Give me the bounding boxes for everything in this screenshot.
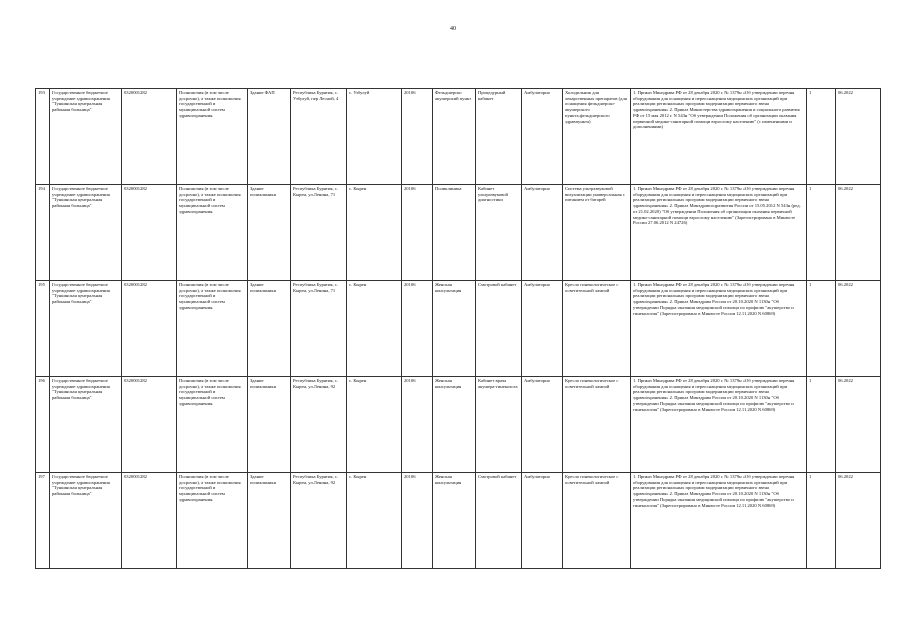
- cell-building-name: Здание ФАП: [248, 89, 291, 185]
- cell-care-type: Амбулаторно: [522, 281, 563, 377]
- cell-delivery-date: 06.2022: [836, 377, 881, 473]
- cell-equipment-name: Система ультразвуковой визуализации универсальная с питанием от батарей: [563, 185, 631, 281]
- cell-legal-basis: 1. Приказ Минздрава РФ от 28 декабря 2020 г. № 1379н «Об утверждении перечня оборудования для оснащения и переоснащения медицинских организаций при реализации региональных программ модернизации первичного звена здравоохранения» 2. Приказ Минздрава России от 20.10.2020 N 1130н "Об утверждении Порядка оказания медицинской помощи по профилю "акушерство и гинекология" (Зарегистрировано в Минюсте России 12.11.2020 N 60869): [631, 377, 807, 473]
- cell-quantity: 1: [807, 185, 836, 281]
- page-number: 40: [450, 26, 456, 32]
- cell-legal-basis: 1. Приказ Минздрава РФ от 28 декабря 2020 г. № 1379н «Об утверждении перечня оборудования для оснащения и переоснащения медицинских организаций при реализации региональных программ модернизации первичного звена здравоохранения» 2. Приказ Минздрава России от 20.10.2020 N 1130н "Об утверждении Порядка оказания медицинской помощи по профилю "акушерство и гинекология" (Зарегистрировано в Минюсте России 12.11.2020 N 60869): [631, 281, 807, 377]
- cell-organization-name: Государственное бюджетное учреждение здравоохранения "Тункинская центральная районная больница": [50, 89, 122, 185]
- cell-organization-name: Государственное бюджетное учреждение здравоохранения "Тункинская центральная районная больница": [50, 377, 122, 473]
- cell-organization-name: Государственное бюджетное учреждение здравоохранения "Тункинская центральная районная больница": [50, 185, 122, 281]
- cell-settlement-name: с. Кырен: [347, 281, 402, 377]
- cell-authority-text: Полномочия (в том числе досрочно), а также полномочия государственной и муниципальной систем здравоохранения.: [177, 377, 248, 473]
- cell-building-name: Здание поликлиники: [248, 185, 291, 281]
- cell-equipment-name: Кресло гинекологическое с осветительной лампой: [563, 281, 631, 377]
- table-row: [36, 185, 881, 281]
- cell-address-text: Республика Бурятия, с. Узбулуй, пер Лесной, 4: [291, 89, 347, 185]
- cell-quantity: 1: [807, 89, 836, 185]
- cell-address-text: Республика Бурятия, с. Кырен, ул.Ленина, 71: [291, 281, 347, 377]
- cell-room-name: Кабинет врача акушера-гинеколога: [476, 377, 522, 473]
- cell-room-name: Процедурный кабинет: [476, 89, 522, 185]
- cell-delivery-date: 06.2022: [836, 473, 881, 569]
- cell-settlement-name: с. Узбулуй: [347, 89, 402, 185]
- cell-equipment-name: Кресло гинекологическое с осветительной лампой: [563, 377, 631, 473]
- cell-address-text: Республика Бурятия, с. Кырен, ул.Ленина, 92: [291, 473, 347, 569]
- cell-quantity: 1: [807, 281, 836, 377]
- cell-building-name: Здание поликлиники: [248, 473, 291, 569]
- cell-equipment-name: Кресло гинекологическое с осветительной лампой: [563, 473, 631, 569]
- cell-code-number: 20106: [402, 473, 433, 569]
- cell-legal-basis: 1. Приказ Минздрава РФ от 28 декабря 2020 г. № 1379н «Об утверждении перечня оборудования для оснащения и переоснащения медицинских организаций при реализации региональных программ модернизации первичного звена здравоохранения» 2. Приказ Минздравсоцразвития России от 15.05.2012 N 543н (ред. от 21.02.2020) "Об утверждении Положения об организации оказания первичной медико-санитарной помощи взрослому населению" (Зарегистрировано в Минюсте России 27.06.2012 N 24726): [631, 185, 807, 281]
- table-row: [36, 281, 881, 377]
- cell-organization-code: 0320001282: [122, 89, 177, 185]
- cell-organization-name: Государственное бюджетное учреждение здравоохранения "Тункинская центральная районная больница": [50, 473, 122, 569]
- cell-room-name: Смотровой кабинет: [476, 281, 522, 377]
- cell-code-number: 20106: [402, 377, 433, 473]
- cell-care-type: Амбулаторно: [522, 89, 563, 185]
- table-row: [36, 473, 881, 569]
- cell-code-number: 20106: [402, 185, 433, 281]
- cell-authority-text: Полномочия (в том числе досрочно), а также полномочия государственной и муниципальной систем здравоохранения.: [177, 281, 248, 377]
- cell-row-number: 195: [36, 281, 50, 377]
- cell-organization-code: 0320001282: [122, 377, 177, 473]
- cell-settlement-name: с. Кырен: [347, 473, 402, 569]
- cell-delivery-date: 06.2022: [836, 185, 881, 281]
- cell-row-number: 194: [36, 185, 50, 281]
- cell-row-number: 197: [36, 473, 50, 569]
- cell-authority-text: Полномочия (в том числе досрочно), а также полномочия государственной и муниципальной систем здравоохранения.: [177, 473, 248, 569]
- cell-equipment-name: Холодильник для лекарственных препаратов (для оснащения фельдшерско-акушерского пункта,фельдшерского здравпункта): [563, 89, 631, 185]
- cell-authority-text: Полномочия (в том числе досрочно), а также полномочия государственной и муниципальной систем здравоохранения.: [177, 185, 248, 281]
- cell-care-type: Амбулаторно: [522, 185, 563, 281]
- cell-division-name: Фельдшерско акушерский пункт: [433, 89, 476, 185]
- cell-quantity: 1: [807, 377, 836, 473]
- cell-organization-code: 0320001282: [122, 185, 177, 281]
- cell-organization-code: 0320001282: [122, 473, 177, 569]
- cell-address-text: Республика Бурятия, с. Кырен, ул.Ленина, 92: [291, 377, 347, 473]
- table-row: [36, 89, 881, 185]
- cell-care-type: Амбулаторно: [522, 377, 563, 473]
- cell-building-name: Здание поликлиники: [248, 281, 291, 377]
- cell-authority-text: Полномочия (в том числе досрочно), а также полномочия государственной и муниципальной систем здравоохранения.: [177, 89, 248, 185]
- cell-care-type: Амбулаторно: [522, 473, 563, 569]
- cell-room-name: Кабинет ультразвуковой диагностики: [476, 185, 522, 281]
- cell-row-number: 193: [36, 89, 50, 185]
- cell-settlement-name: с. Кырен: [347, 185, 402, 281]
- cell-delivery-date: 06.2022: [836, 281, 881, 377]
- cell-settlement-name: с. Кырен: [347, 377, 402, 473]
- cell-organization-name: Государственное бюджетное учреждение здравоохранения "Тункинская центральная районная больница": [50, 281, 122, 377]
- cell-division-name: Женская консультация: [433, 377, 476, 473]
- equipment-table: [35, 88, 881, 569]
- cell-row-number: 196: [36, 377, 50, 473]
- cell-legal-basis: 1. Приказ Минздрава РФ от 28 декабря 2020 г. № 1379н «Об утверждении перечня оборудования для оснащения и переоснащения медицинских организаций при реализации региональных программ модернизации первичного звена здравоохранения» 2. Приказ Минздрава России от 20.10.2020 N 1130н "Об утверждении Порядка оказания медицинской помощи по профилю "акушерство и гинекология" (Зарегистрировано в Минюсте России 12.11.2020 N 60869): [631, 473, 807, 569]
- cell-division-name: Женская консультация: [433, 473, 476, 569]
- cell-delivery-date: 06.2022: [836, 89, 881, 185]
- cell-legal-basis: 1. Приказ Минздрава РФ от 28 декабря 2020 г. № 1379н «Об утверждении перечня оборудования для оснащения и переоснащения медицинских организаций при реализации региональных программ модернизации первичного звена здравоохранения» 2. Приказ Министерства здравоохранения и социального развития РФ от 15 мая 2012 г. N 543н "Об утверждении Положения об организации оказания первичной медико-санитарной помощи взрослому населению" (с изменениями и дополнениями): [631, 89, 807, 185]
- cell-address-text: Республика Бурятия, с. Кырен, ул.Ленина, 71: [291, 185, 347, 281]
- cell-division-name: Поликлиника: [433, 185, 476, 281]
- cell-organization-code: 0320001282: [122, 281, 177, 377]
- cell-division-name: Женская консультация: [433, 281, 476, 377]
- cell-code-number: 20106: [402, 89, 433, 185]
- cell-room-name: Смотровой кабинет: [476, 473, 522, 569]
- table-row: [36, 377, 881, 473]
- cell-building-name: Здание поликлиники: [248, 377, 291, 473]
- cell-code-number: 20106: [402, 281, 433, 377]
- cell-quantity: 1: [807, 473, 836, 569]
